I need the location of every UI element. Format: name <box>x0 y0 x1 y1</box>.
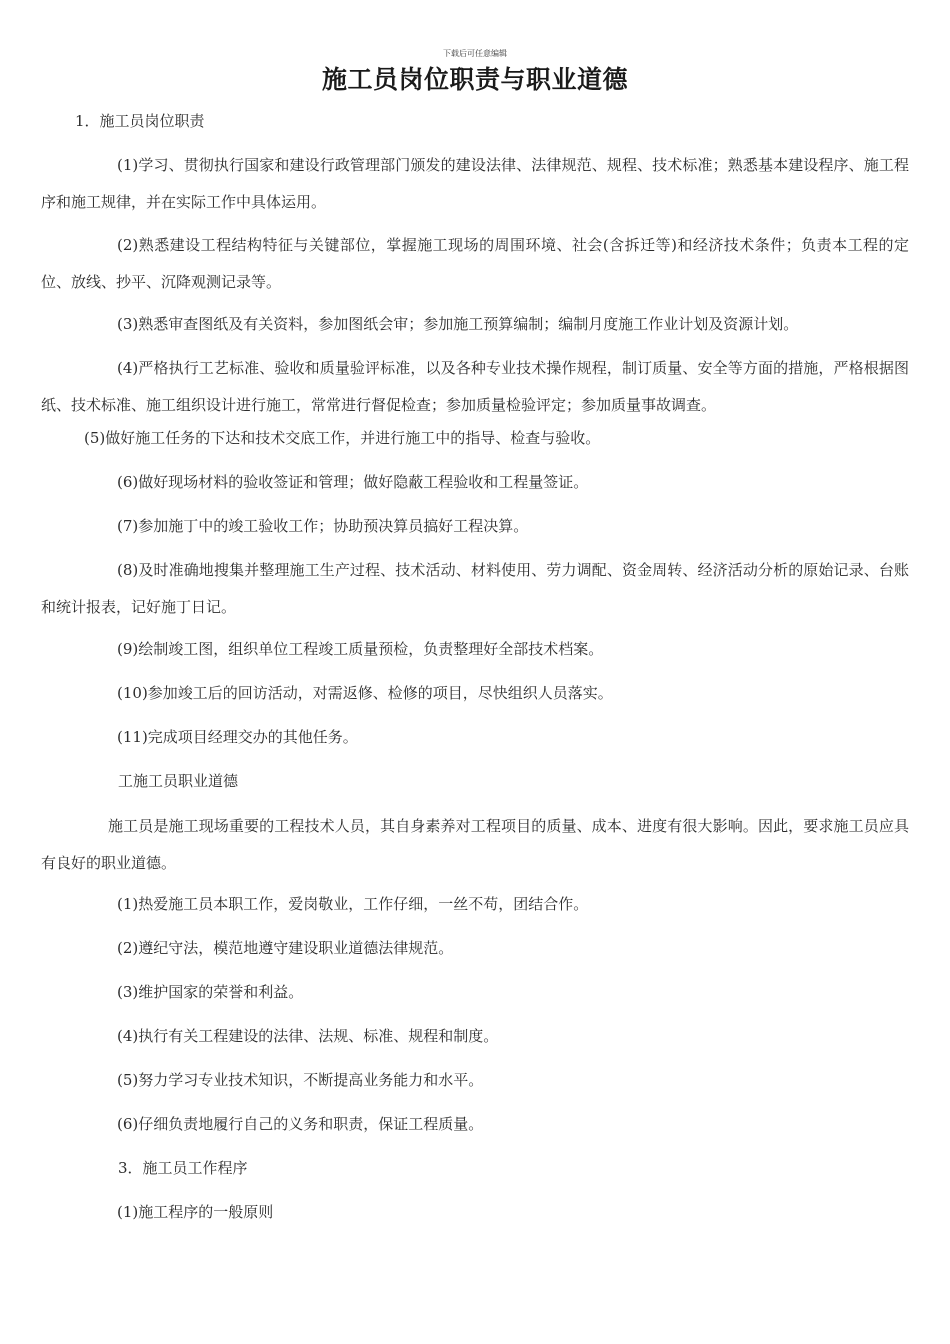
section-heading-procedure: 3．施工员工作程序 <box>118 1159 248 1177</box>
section-heading-ethics: 工施工员职业道德 <box>118 772 239 790</box>
duty-item-3: (3)熟悉审查图纸及有关资料，参加图纸会审；参加施工预算编制；编制月度施工作业计划及资源计划。 <box>117 315 799 333</box>
page-title: 施工员岗位职责与职业道德 <box>321 65 628 94</box>
ethics-item-6: (6)仔细负责地履行自己的义务和职责，保证工程质量。 <box>117 1115 484 1133</box>
procedure-item-1: (1)施工程序的一般原则 <box>117 1203 274 1221</box>
ethics-item-5: (5)努力学习专业技术知识，不断提高业务能力和水平。 <box>117 1071 484 1089</box>
ethics-item-2: (2)遵纪守法，模范地遵守建设职业道德法律规范。 <box>117 939 454 957</box>
duty-item-2: (2)熟悉建设工程结构特征与关键部位，掌握施工现场的周围环境、社会(含拆迁等)和经济技术条件；负责本工程的定位、放线、抄平、沉降观测记录等。 <box>41 236 909 291</box>
duty-item-1: (1)学习、贯彻执行国家和建设行政管理部门颁发的建设法律、法律规范、规程、技术标准；熟悉基本建设程序、施工程序和施工规律，并在实际工作中具体运用。 <box>41 156 909 211</box>
duty-item-7: (7)参加施丁中的竣工验收工作；协助预决算员搞好工程决算。 <box>117 517 529 535</box>
duty-item-10: (10)参加竣工后的回访活动，对需返修、检修的项目，尽快组织人员落实。 <box>117 684 613 702</box>
ethics-intro: 施工员是施工现场重要的工程技术人员，其自身素养对工程项目的质量、成本、进度有很大影响。因此，要求施工员应具有良好的职业道德。 <box>41 817 909 872</box>
ethics-item-1: (1)热爱施工员本职工作，爱岗敬业，工作仔细，一丝不苟，团结合作。 <box>117 895 589 913</box>
duty-item-11: (11)完成项目经理交办的其他任务。 <box>117 728 358 746</box>
section-heading-duties: 1．施工员岗位职责 <box>75 112 205 130</box>
ethics-item-3: (3)维护国家的荣誉和利益。 <box>117 983 304 1001</box>
header-note: 下载后可任意编辑 <box>443 49 507 58</box>
duty-item-8: (8)及时准确地搜集并整理施工生产过程、技术活动、材料使用、劳力调配、资金周转、经济活动分析的原始记录、台账和统计报表，记好施丁日记。 <box>41 561 909 616</box>
duty-item-6: (6)做好现场材料的验收签证和管理；做好隐蔽工程验收和工程量签证。 <box>117 473 589 491</box>
duty-item-4: (4)严格执行工艺标准、验收和质量验评标准，以及各种专业技术操作规程，制订质量、安全等方面的措施，严格根据图纸、技术标准、施工组织设计进行施工，常常进行督促检查；参加质量检验评定；参加质量事故调查。 <box>41 359 909 414</box>
duty-item-9: (9)绘制竣工图，组织单位工程竣工质量预检，负责整理好全部技术档案。 <box>117 640 604 658</box>
ethics-item-4: (4)执行有关工程建设的法律、法规、标准、规程和制度。 <box>117 1027 499 1045</box>
duty-item-5: (5)做好施工任务的下达和技术交底工作，并进行施工中的指导、检查与验收。 <box>84 429 601 447</box>
